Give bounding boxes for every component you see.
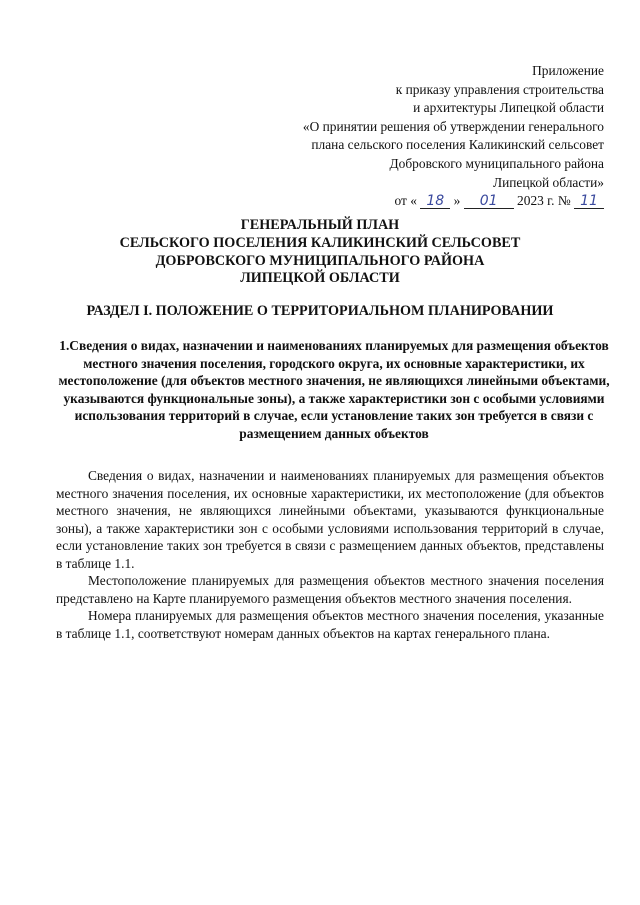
title-line: ГЕНЕРАЛЬНЫЙ ПЛАН — [240, 217, 400, 233]
date-mid: » — [453, 193, 461, 209]
title-line: ДОБРОВСКОГО МУНИЦИПАЛЬНОГО РАЙОНА — [155, 252, 485, 269]
appendix-line: «О принятии решения об утверждении генерального — [302, 118, 604, 134]
appendix-line: Приложение — [532, 63, 604, 78]
appendix-line: к приказу управления строительства — [395, 81, 604, 97]
title-line: ЛИПЕЦКОЙ ОБЛАСТИ — [240, 270, 400, 287]
appendix-line: Липецкой области» — [492, 174, 604, 190]
order-date-line — [303, 192, 604, 211]
appendix-line: и архитектуры Липецкой области — [413, 100, 604, 116]
date-prefix: от « — [394, 193, 417, 209]
year-text: 2023 г. № — [517, 193, 571, 209]
title-line: СЕЛЬСКОГО ПОСЕЛЕНИЯ КАЛИКИНСКИЙ СЕЛЬСОВЕТ — [119, 234, 521, 251]
document-title — [30, 217, 610, 288]
paragraph: Местоположение планируемых для размещения объектов местного значения поселения представлено на Карте планируемого размещения объектов местного значения поселения. — [56, 573, 604, 606]
paragraph: Сведения о видах, назначении и наименованиях планируемых для размещения объектов местного значения поселения, их основные характеристики, их местоположение (для объектов местного значения, не являющихся линейными объектами, указываются функциональные зоны), а также характеристики зон с особыми условиями использования территорий в случае, если установление таких зон требуется в связи с размещением данных объектов, представлены в таблице 1.1. — [56, 468, 604, 571]
appendix-line: плана сельского поселения Каликинский сельсовет — [311, 137, 604, 153]
handwritten-day: 18 — [420, 194, 450, 209]
section-heading: РАЗДЕЛ I. ПОЛОЖЕНИЕ О ТЕРРИТОРИАЛЬНОМ ПЛАНИРОВАНИИ — [86, 303, 554, 319]
handwritten-month: 01 — [464, 194, 514, 209]
appendix-block — [303, 62, 604, 211]
handwritten-order-number: 11 — [574, 194, 604, 209]
body-text — [56, 467, 604, 642]
subsection-heading: 1.Сведения о видах, назначении и наименованиях планируемых для размещения объектов местного значения поселения, городского округа, их основные характеристики, их местоположение (для объектов местного значения, не являющихся линейными объектами, указываются функциональные зоны), а также характеристики зон с особыми условиями использования территорий в случае, если установление таких зон требуется в связи с размещением данных объектов — [58, 338, 610, 441]
paragraph: Номера планируемых для размещения объектов местного значения поселения, указанные в таблице 1.1, соответствуют номерам данных объектов на картах генерального плана. — [56, 608, 604, 641]
appendix-line: Добровского муниципального района — [389, 155, 604, 171]
